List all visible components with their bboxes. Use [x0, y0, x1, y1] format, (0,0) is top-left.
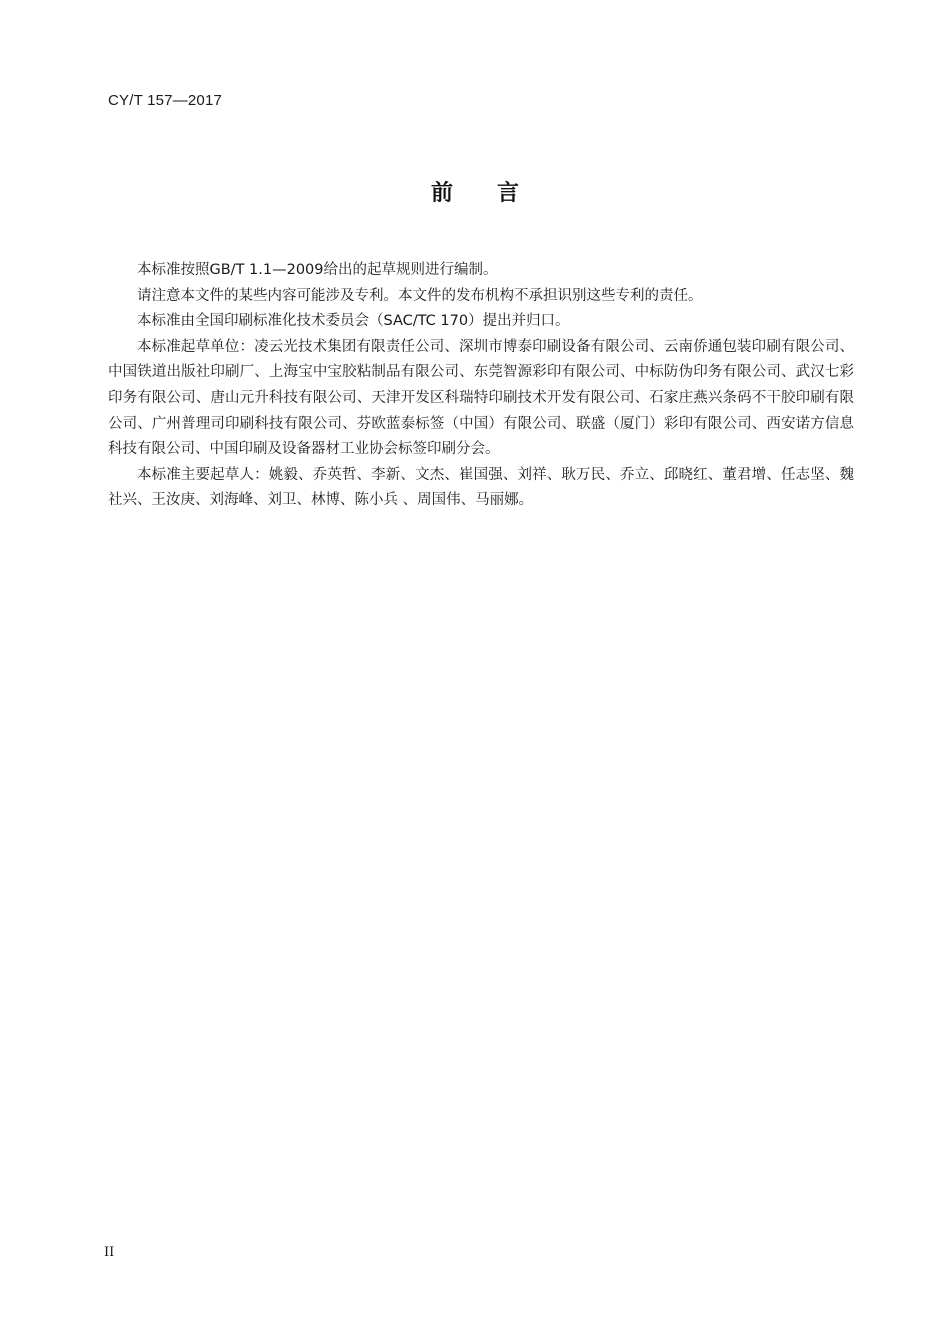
paragraph-patent-notice: 请注意本文件的某些内容可能涉及专利。本文件的发布机构不承担识别这些专利的责任。: [137, 287, 703, 304]
standard-code: CY/T 157—2017: [108, 92, 223, 109]
paragraph-main-drafters: 本标准主要起草人：姚毅、乔英哲、李新、文杰、崔国强、刘祥、耿万民、乔立、邱晓红、董君增、任志坚、魏社兴、王汝庚、刘海峰、刘卫、林博、陈小兵 、周国伟、马丽娜。: [108, 466, 854, 509]
paragraph-proposer: 本标准由全国印刷标准化技术委员会（SAC/TC 170）提出并归口。: [137, 313, 570, 330]
page-title: 前言: [430, 181, 563, 206]
foreword-body: [108, 258, 854, 514]
page-number: II: [104, 1245, 115, 1260]
paragraph-drafting-rules: 本标准按照GB/T 1.1—2009给出的起草规则进行编制。: [137, 262, 498, 278]
paragraph-drafting-units: 本标准起草单位：凌云光技术集团有限责任公司、深圳市博泰印刷设备有限公司、云南侨通包装印刷有限公司、中国铁道出版社印刷厂、上海宝中宝胶粘制品有限公司、东莞智源彩印有限公司、中标防伪印务有限公司、武汉七彩印务有限公司、唐山元升科技有限公司、天津开发区科瑞特印刷技术开发有限公司、石家庄燕兴条码不干胶印刷有限公司、广州普理司印刷科技有限公司、芬欧蓝泰标签（中国）有限公司、联盛（厦门）彩印有限公司、西安诺方信息科技有限公司、中国印刷及设备器材工业协会标签印刷分会。: [108, 338, 854, 458]
